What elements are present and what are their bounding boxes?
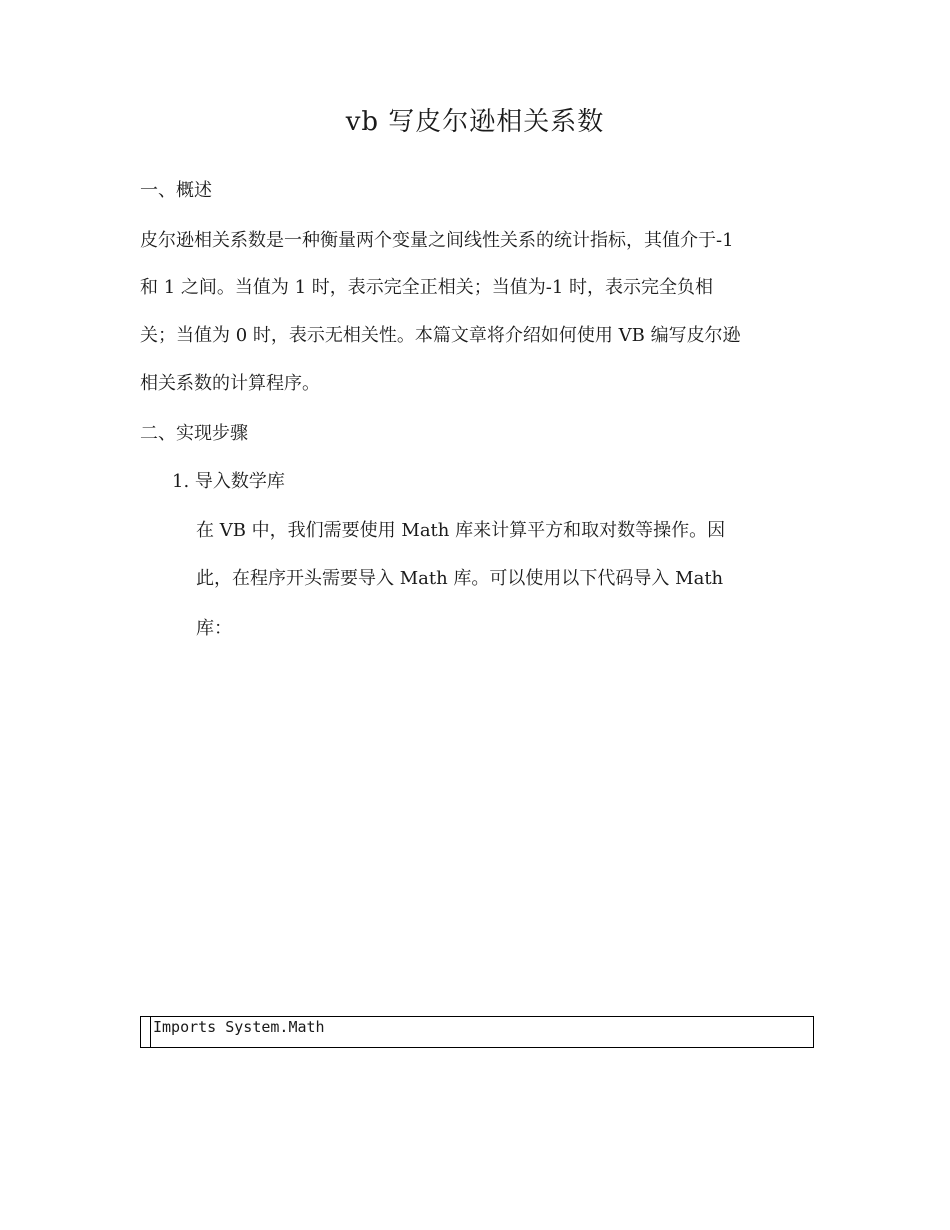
paragraph-line: 在 VB 中，我们需要使用 Math 库来计算平方和取对数等操作。因	[196, 520, 726, 541]
paragraph-line: 皮尔逊相关系数是一种衡量两个变量之间线性关系的统计指标，其值介于-1	[140, 230, 734, 251]
code-block	[140, 1016, 814, 1048]
paragraph-line: 相关系数的计算程序。	[140, 373, 320, 394]
paragraph-line: 此，在程序开头需要导入 Math 库。可以使用以下代码导入 Math	[196, 568, 724, 589]
code-gutter-divider	[150, 1016, 151, 1048]
section-heading-steps: 二、实现步骤	[140, 423, 248, 444]
paragraph-line: 库：	[196, 618, 232, 639]
code-line: Imports System.Math	[153, 1018, 325, 1036]
step-heading: 1. 导入数学库	[172, 471, 285, 492]
section-heading-overview: 一、概述	[140, 180, 212, 201]
paragraph-line: 和 1 之间。当值为 1 时，表示完全正相关；当值为-1 时，表示完全负相	[140, 277, 714, 298]
page-title: vb 写皮尔逊相关系数	[345, 107, 605, 137]
paragraph-line: 关；当值为 0 时，表示无相关性。本篇文章将介绍如何使用 VB 编写皮尔逊	[140, 325, 741, 346]
